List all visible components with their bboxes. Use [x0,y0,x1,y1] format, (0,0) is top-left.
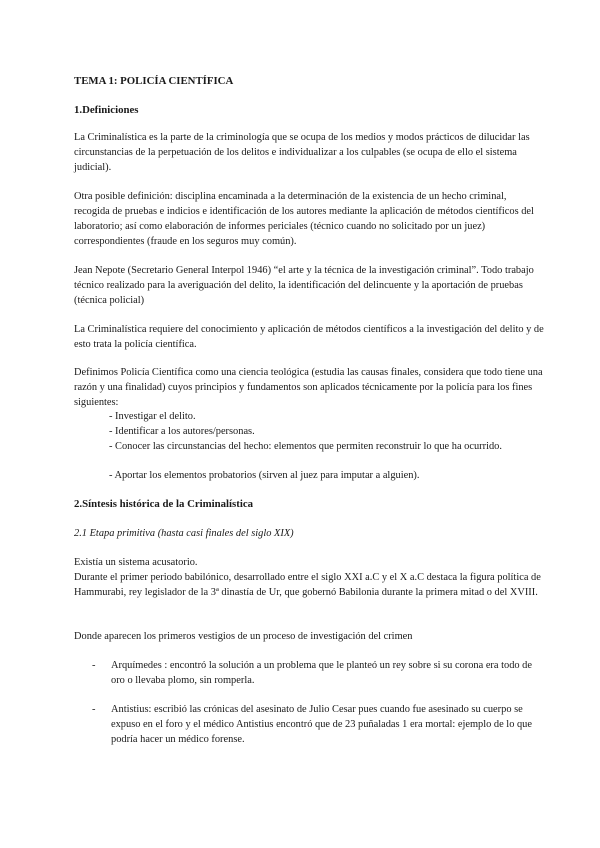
section-2-paragraph-1a: Existía un sistema acusatorio. [74,557,198,568]
section-1-paragraph-2: Otra posible definición: disciplina encaminada a la determinación de la existencia de un hecho criminal, recogida de pruebas e indicios e identificación de los autores mediante la aplicación de métodos científicos del laboratorio; así como elaboración de informes periciales (técnico cuando no solicitado por un juez) correspondientes (fraude en los seguros muy común). [74,191,534,247]
page-title: TEMA 1: POLICÍA CIENTÍFICA [74,75,234,87]
section-2-1-subheading: 2.1 Etapa primitiva (hasta casi finales del siglo XIX) [74,528,294,539]
section-2-heading: 2.Síntesis histórica de la Criminalística [74,498,254,510]
list-item: - Aportar los elementos probatorios (sirven al juez para imputar a alguien). [109,470,420,481]
section-2-paragraph-2: Donde aparecen los primeros vestigios de un proceso de investigación del crimen [74,631,413,642]
list-item: Antistius: escribió las crónicas del asesinato de Julio Cesar pues cuando fue asesinado su cuerpo se expuso en el foro y el médico Antistius encontró que de 23 puñaladas 1 era mortal: ejemplo de lo que podría hacer un médico forense. [111,704,532,745]
section-2-paragraph-1b: Durante el primer periodo babilónico, desarrollado entre el siglo XXI a.C y el X a.C destaca la figura política de Hammurabi, rey legislador de la 3ª dinastía de Ur, que gobernó Babilonia durante la primera mitad o del XVIII. [74,572,541,598]
section-1-paragraph-1: La Criminalística es la parte de la criminología que se ocupa de los medios y modos prácticos de dilucidar las circunstancias de la perpetuación de los delitos e individualizar a los culpables (se ocupa de ello el sistema judicial). [74,132,530,173]
section-1-paragraph-5: Definimos Policía Científica como una ciencia teológica (estudia las causas finales, considera que todo tiene una razón y una finalidad) cuyos principios y fundamentos son aplicados técnicamente por la policía para los fines siguientes: [74,367,543,408]
list-item: - Conocer las circunstancias del hecho: elementos que permiten reconstruir lo que ha ocurrido. [109,441,502,452]
list-item: - Identificar a los autores/personas. [109,426,255,437]
list-item: - Investigar el delito. [109,411,196,422]
bullet-dash: - [92,704,96,715]
list-item: Arquímedes : encontró la solución a un problema que le planteó un rey sobre si su corona era todo de oro o llevaba plomo, sin romperla. [111,660,532,686]
section-1-paragraph-3: Jean Nepote (Secretario General Interpol 1946) “el arte y la técnica de la investigación criminal”. Todo trabajo técnico realizado para la averiguación del delito, la identificación del delincuente y la aportación de pruebas (técnica policial) [74,265,534,306]
bullet-dash: - [92,660,96,671]
section-1-paragraph-4: La Criminalística requiere del conocimiento y aplicación de métodos científicos a la investigación del delito y de esto trata la policía científica. [74,324,544,350]
section-1-heading: 1.Definiciones [74,104,139,116]
